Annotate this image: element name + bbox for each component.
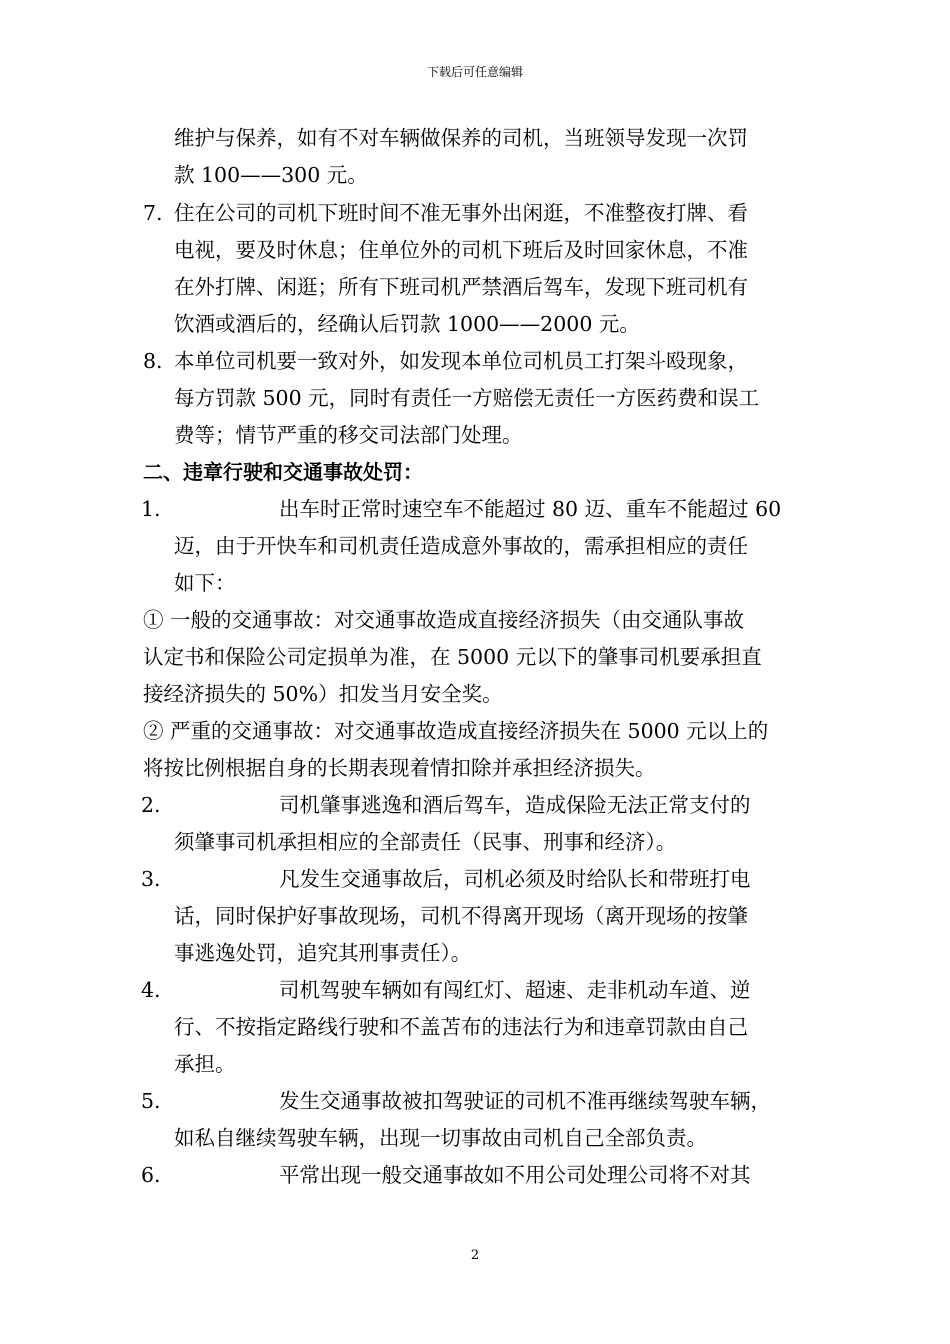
paragraph-line: 款 100——300 元。 (174, 163, 368, 187)
paragraph-line: 司机驾驶车辆如有闯红灯、超速、走非机动车道、逆 (279, 978, 751, 1002)
paragraph-line: 电视，要及时休息；住单位外的司机下班后及时回家休息，不准 (174, 238, 748, 262)
paragraph-line: 出车时正常时速空车不能超过 80 迈、重车不能超过 60 (279, 497, 782, 521)
paragraph-line: 将按比例根据自身的长期表现着情扣除并承担经济损失。 (143, 756, 656, 780)
list-number: 3. (141, 867, 161, 891)
paragraph-line: 认定书和保险公司定损单为准，在 5000 元以下的肇事司机要承担直 (143, 645, 762, 669)
paragraph-line: 发生交通事故被扣驾驶证的司机不准再继续驾驶车辆， (279, 1089, 771, 1113)
paragraph-line: 费等；情节严重的移交司法部门处理。 (174, 423, 523, 447)
section-heading: 二、违章行驶和交通事故处罚： (143, 460, 423, 484)
paragraph-line: 话，同时保护好事故现场，司机不得离开现场（离开现场的按肇 (174, 904, 748, 928)
paragraph-line: 迈，由于开快车和司机责任造成意外事故的，需承担相应的责任 (174, 534, 748, 558)
paragraph-line: 接经济损失的 50%）扣发当月安全奖。 (143, 682, 503, 706)
paragraph-line: 行、不按指定路线行驶和不盖苫布的违法行为和违章罚款由自己 (174, 1015, 748, 1039)
paragraph-line: 平常出现一般交通事故如不用公司处理公司将不对其 (279, 1163, 751, 1187)
page-header: 下载后可任意编辑 (426, 65, 523, 79)
paragraph-line: 凡发生交通事故后，司机必须及时给队长和带班打电 (279, 867, 751, 891)
paragraph-line: 事逃逸处罚，追究其刑事责任）。 (174, 941, 472, 965)
list-number: 5. (141, 1089, 161, 1113)
paragraph-line: 维护与保养，如有不对车辆做保养的司机，当班领导发现一次罚 (174, 126, 748, 150)
paragraph-line: 住在公司的司机下班时间不准无事外出闲逛，不准整夜打牌、看 (174, 201, 748, 225)
paragraph-line: 本单位司机要一致对外，如发现本单位司机员工打架斗殴现象， (174, 349, 748, 373)
paragraph-line: 如下： (174, 571, 236, 595)
list-number: 8. (143, 349, 163, 373)
list-number: 7. (143, 201, 163, 225)
paragraph-line: 饮酒或酒后的，经确认后罚款 1000——2000 元。 (174, 312, 640, 336)
page-number: 2 (470, 1248, 480, 1263)
paragraph-line: 须肇事司机承担相应的全部责任（民事、刑事和经济）。 (174, 830, 677, 854)
list-number: 2. (141, 793, 161, 817)
paragraph-line: 承担。 (174, 1052, 236, 1076)
paragraph-line: ② 严重的交通事故：对交通事故造成直接经济损失在 5000 元以上的 (143, 719, 769, 743)
paragraph-line: 每方罚款 500 元，同时有责任一方赔偿无责任一方医药费和误工 (174, 386, 760, 410)
list-number: 4. (141, 978, 161, 1002)
paragraph-line: 如私自继续驾驶车辆，出现一切事故由司机自己全部负责。 (174, 1126, 707, 1150)
paragraph-line: 在外打牌、闲逛；所有下班司机严禁酒后驾车，发现下班司机有 (174, 275, 748, 299)
paragraph-line: 司机肇事逃逸和酒后驾车，造成保险无法正常支付的 (279, 793, 751, 817)
paragraph-line: ① 一般的交通事故：对交通事故造成直接经济损失（由交通队事故 (143, 608, 745, 632)
list-number: 6. (141, 1163, 161, 1187)
list-number: 1. (141, 497, 161, 521)
